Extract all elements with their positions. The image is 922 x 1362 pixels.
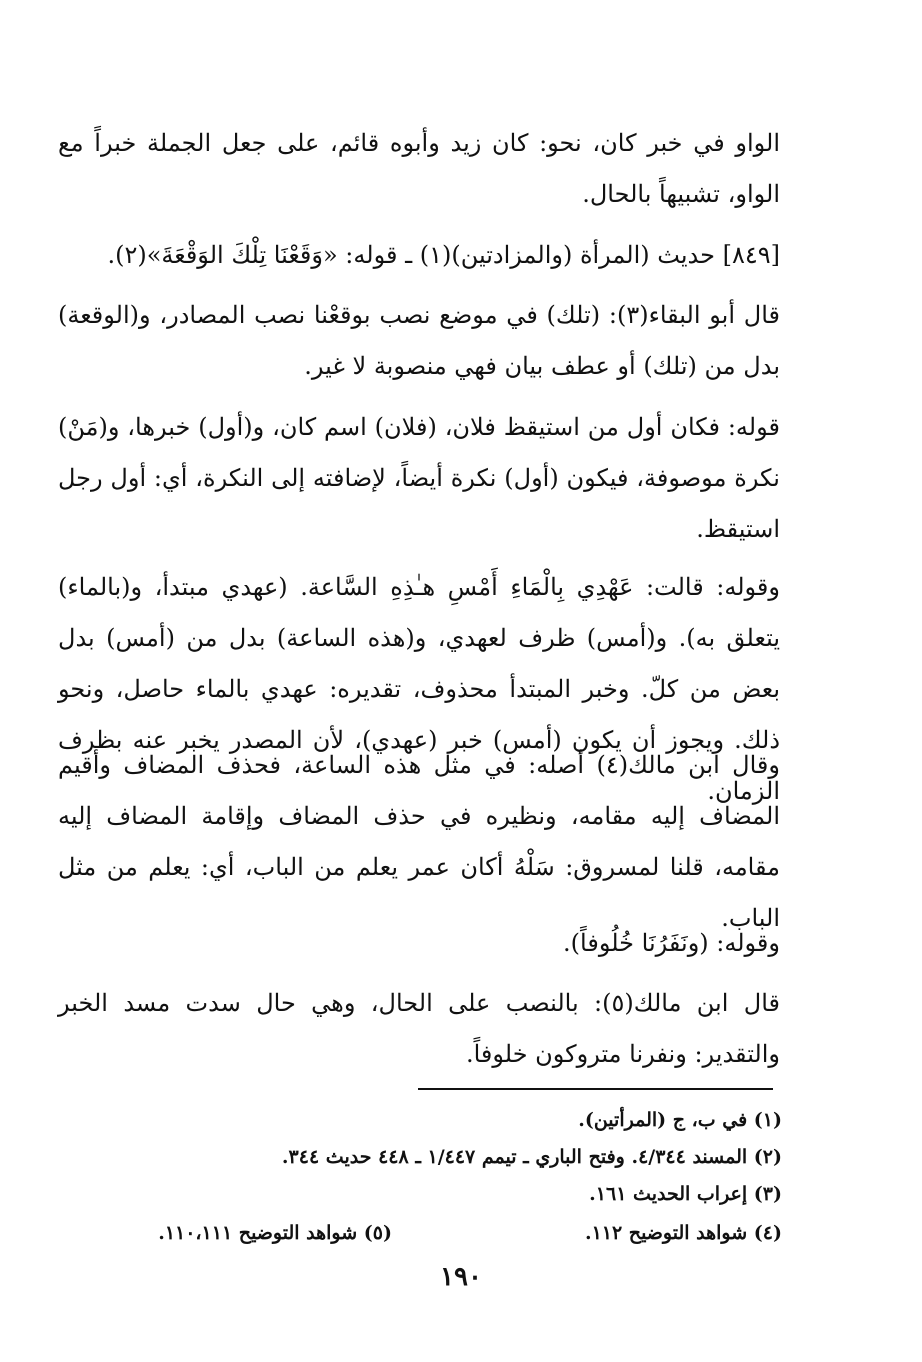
paragraph-nafaruna: وقوله: (ونَفَرُنَا خُلُوفاً). — [563, 929, 780, 957]
page-number: ١٩٠ — [440, 1262, 482, 1292]
paragraph-ahdi-bil-maa: وقوله: قالت: عَهْدِي بِالْمَاءِ أَمْسِ هـٰذِهِ السَّاعة. (عهدي مبتدأ، و(بالماء) يتعلق به). و(أمس) ظرف لعهدي، و(هذه الساعة) بدل من (أمس) بدل بعض من كلّ. وخبر المبتدأ محذوف، تقديره: عهدي بالماء حاصل، ونحو ذلك. ويجوز أن يكون (أمس) خبر (عهدي)، لأن المصدر يخبر عنه بظرف الزمان. — [58, 573, 781, 805]
paragraph-1: الواو في خبر كان، نحو: كان زيد وأبوه قائم، على جعل الجملة خبراً مع الواو، تشبيهاً بالحال. — [58, 129, 780, 208]
paragraph-abu-al-baqa: قال أبو البقاء(٣): (تلك) في موضع نصب بوقعْنا نصب المصادر، و(الوقعة) بدل من (تلك) أو عطف بيان فهي منصوبة لا غير. — [58, 301, 780, 380]
paragraph-ibn-malik-1: وقال ابن مالك(٤) أصله: في مثل هذه الساعة، فحذف المضاف وأقيم المضاف إليه مقامه، ونظيره في حذف المضاف وإقامة المضاف إليه مقامه، قلنا لمسروق: سَلْهُ أكان عمر يعلم من الباب، أي: يعلم من مثل الباب. — [58, 751, 781, 932]
footnote-3: (٣) إعراب الحديث ١٦١. — [589, 1183, 782, 1205]
footnote-5: (٥) شواهد التوضيح ١١٠،١١١. — [158, 1222, 392, 1244]
footnote-2: (٢) المسند ٤/٣٤٤. وفتح الباري ـ تيمم ١/٤٤٧ ـ ٤٤٨ حديث ٣٤٤. — [281, 1146, 782, 1168]
paragraph-hadith-849: [٨٤٩] حديث (المرأة (والمزادتين)(١) ـ قوله: «وَقَعْنَا تِلْكَ الوَقْعَةَ»(٢). — [107, 241, 780, 269]
paragraph-ibn-malik-2: قال ابن مالك(٥): بالنصب على الحال، وهي حال سدت مسد الخبر والتقدير: ونفرنا متروكون خلوفاً. — [58, 989, 780, 1068]
footnote-divider — [418, 1088, 773, 1090]
paragraph-istaiqaza: قوله: فكان أول من استيقظ فلان، (فلان) اسم كان، و(أول) خبرها، و(مَنْ) نكرة موصوفة، فيكون (أول) نكرة أيضاً، لإضافته إلى النكرة، أي: أول رجل استيقظ. — [58, 413, 780, 543]
footnote-4: (٤) شواهد التوضيح ١١٢. — [584, 1222, 782, 1244]
footnote-1: (١) في ب، ج (المرأتين). — [578, 1109, 782, 1131]
